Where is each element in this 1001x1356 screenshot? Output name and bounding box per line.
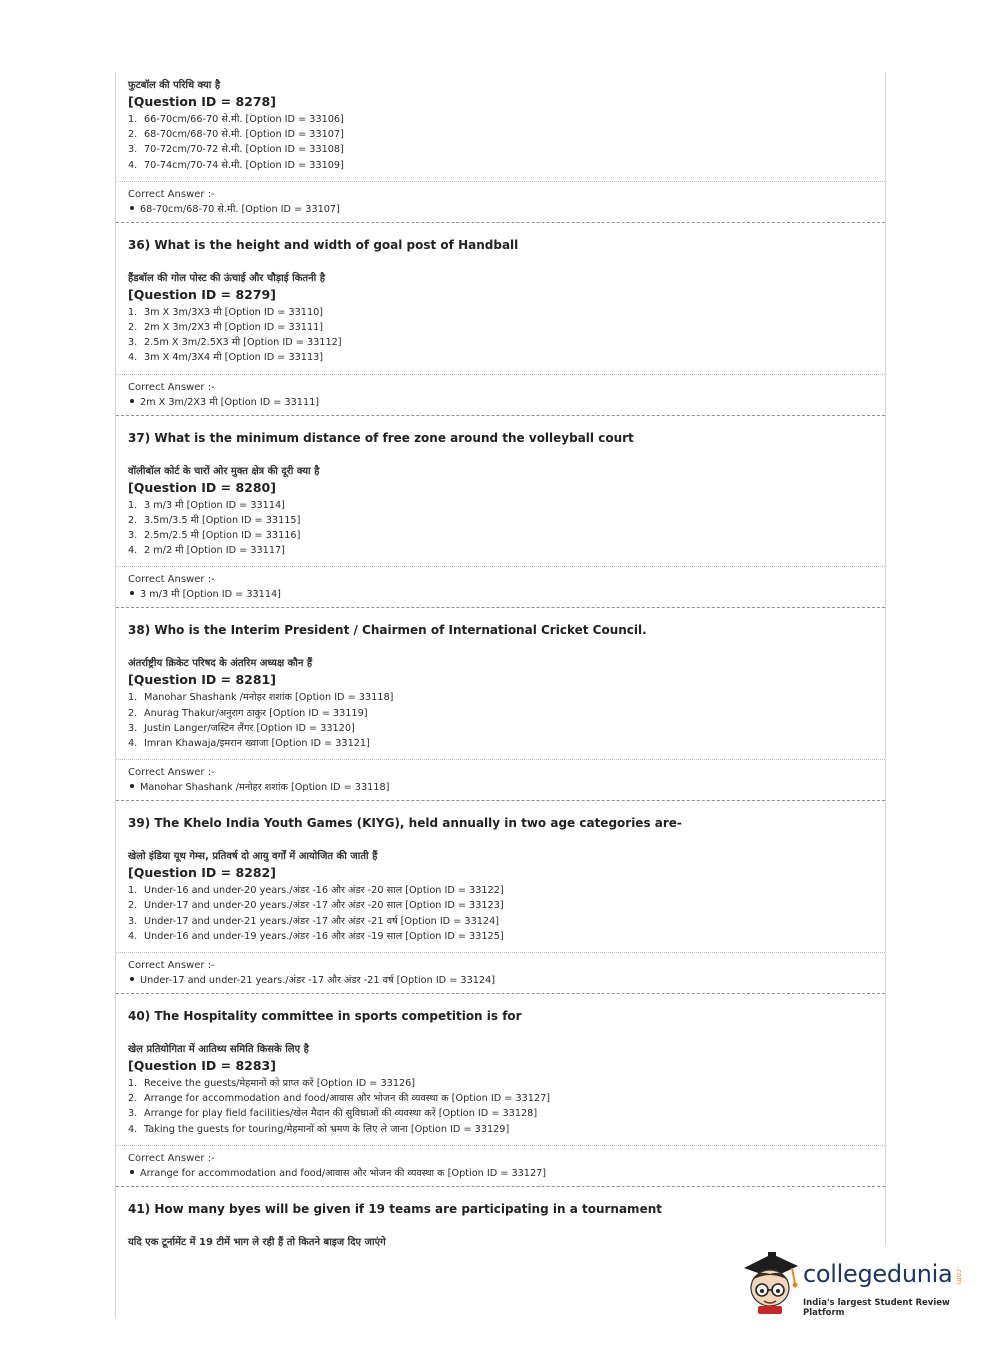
option: 1. Receive the guests/मेहमानों को प्राप्त करें [Option ID = 33126] — [128, 1078, 416, 1090]
option: 2. Anurag Thakur/अनुराग ठाकुर [Option ID = 33119] — [128, 707, 368, 719]
option: 1. 3 m/3 मी [Option ID = 33114] — [128, 499, 285, 511]
question-id: [Question ID = 8280] — [128, 479, 276, 495]
question-hindi: खेलो इंडिया यूथ गेम्स, प्रतिवर्ष दो आयु वर्गों में आयोजित की जाती हैं — [128, 851, 378, 863]
correct-answer-label: Correct Answer :- — [128, 767, 215, 779]
question-title: 36) What is the height and width of goal post of Handball — [128, 237, 519, 252]
question-hindi: फुटबॉल की परिधि क्या है — [128, 80, 221, 91]
correct-answer-section — [116, 182, 885, 222]
question-hindi: हैंडबॉल की गोल पोस्ट की ऊंचाई और चौड़ाई कितनी है — [128, 272, 326, 284]
question-40 — [116, 994, 885, 1187]
correct-answer: Arrange for accommodation and food/आवास और भोजन की व्यवस्था क [Option ID = 33127] — [128, 1166, 873, 1186]
option: 4. 70-74cm/70-74 से.मी. [Option ID = 33109] — [128, 159, 344, 171]
bullet-icon — [130, 977, 134, 981]
bullet-icon — [130, 784, 134, 788]
option: 1. Manohar Shashank /मनोहर शशांक [Option ID = 33118] — [128, 692, 394, 704]
option: 1. 66-70cm/66-70 से.मी. [Option ID = 33106] — [128, 114, 344, 125]
correct-answer: 3 m/3 मी [Option ID = 33114] — [128, 587, 873, 607]
option: 4. Under-16 and under-19 years./अंडर -16 और अंडर -19 साल [Option ID = 33125] — [128, 930, 504, 942]
bullet-icon — [130, 399, 134, 403]
correct-answer: 68-70cm/68-70 से.मी. [Option ID = 33107] — [128, 202, 873, 222]
correct-answer-label: Correct Answer :- — [128, 960, 215, 972]
question-title: 38) Who is the Interim President / Chairmen of International Cricket Council. — [128, 623, 647, 638]
question-id: [Question ID = 8279] — [128, 286, 276, 302]
question-id: [Question ID = 8281] — [128, 672, 276, 688]
question-id: [Question ID = 8283] — [128, 1058, 276, 1074]
brand-suffix: .com — [955, 1267, 963, 1285]
correct-answer-label: Correct Answer :- — [128, 188, 215, 200]
question-title: 37) What is the minimum distance of free zone around the volleyball court — [128, 430, 634, 445]
question-id: [Question ID = 8282] — [128, 865, 276, 881]
bullet-icon — [130, 1170, 134, 1174]
option: 3. Under-17 and under-21 years./अंडर -17 और अंडर -21 वर्ष [Option ID = 33124] — [128, 915, 500, 927]
bullet-icon — [130, 206, 134, 210]
correct-answer: 2m X 3m/2X3 मी [Option ID = 33111] — [128, 395, 873, 415]
brand-name: collegedunia — [803, 1260, 953, 1288]
question-hindi: यदि एक टूर्नामेंट में 19 टीमें भाग ले रही हैं तो कितने बाइज दिए जाएंगे — [128, 1236, 386, 1248]
option: 3. Arrange for play field facilities/खेल मैदान की सुविधाओं की व्यवस्था करें [Option ID = 33128] — [128, 1108, 538, 1120]
correct-answer-label: Correct Answer :- — [128, 1152, 215, 1164]
option: 4. 2 m/2 मी [Option ID = 33117] — [128, 545, 285, 557]
question-title: 39) The Khelo India Youth Games (KIYG), held annually in two age categories are- — [128, 816, 682, 831]
option: 3. 2.5m X 3m/2.5X3 मी [Option ID = 33112] — [128, 337, 342, 349]
question-hindi: अंतर्राष्ट्रीय क्रिकेट परिषद के अंतरिम अध्यक्ष कौन हैं — [128, 658, 313, 670]
option: 2. Arrange for accommodation and food/आवास और भोजन की व्यवस्था क [Option ID = 33127] — [128, 1093, 551, 1105]
correct-answer-section — [116, 953, 885, 993]
question-hindi: खेल प्रतियोगिता में आतिथ्य समिति किसके लिए है — [128, 1044, 309, 1056]
option: 2. Under-17 and under-20 years./अंडर -17 और अंडर -20 साल [Option ID = 33123] — [128, 900, 504, 912]
question-paper — [115, 72, 886, 1318]
correct-answer-section — [116, 567, 885, 607]
question-title: 41) How many byes will be given if 19 teams are participating in a tournament — [128, 1201, 662, 1216]
correct-answer-label: Correct Answer :- — [128, 574, 215, 586]
option: 1. 3m X 3m/3X3 मी [Option ID = 33110] — [128, 306, 324, 318]
option: 2. 68-70cm/68-70 से.मी. [Option ID = 33107] — [128, 129, 344, 141]
option: 2. 3.5m/3.5 मी [Option ID = 33115] — [128, 514, 301, 526]
collegedunia-watermark — [740, 1246, 980, 1318]
correct-answer: Under-17 and under-21 years./अंडर -17 और अंडर -21 वर्ष [Option ID = 33124] — [128, 973, 873, 993]
question-hindi: वॉलीबॉल कोर्ट के चारों ओर मुक्त क्षेत्र की दूरी क्या है — [128, 465, 320, 477]
option: 3. 2.5m/2.5 मी [Option ID = 33116] — [128, 530, 301, 542]
correct-answer-section — [116, 375, 885, 415]
correct-answer-section — [116, 760, 885, 800]
question-35-continued — [116, 72, 885, 173]
option: 4. Imran Khawaja/इमरान ख्वाजा [Option ID = 33121] — [128, 738, 370, 750]
option: 4. 3m X 4m/3X4 मी [Option ID = 33113] — [128, 352, 324, 364]
correct-answer-label: Correct Answer :- — [128, 381, 215, 393]
option: 3. 70-72cm/70-72 से.मी. [Option ID = 33108] — [128, 144, 344, 156]
question-37 — [116, 416, 885, 609]
option: 1. Under-16 and under-20 years./अंडर -16 और अंडर -20 साल [Option ID = 33122] — [128, 885, 504, 897]
correct-answer-section — [116, 1146, 885, 1186]
question-36 — [116, 223, 885, 416]
question-41 — [116, 1187, 885, 1250]
question-id: [Question ID = 8278] — [128, 94, 276, 109]
bullet-icon — [130, 591, 134, 595]
question-title: 40) The Hospitality committee in sports competition is for — [128, 1009, 522, 1024]
brand-tagline: India's largest Student Review Platform — [803, 1298, 950, 1318]
question-39 — [116, 801, 885, 994]
question-38 — [116, 608, 885, 801]
option: 4. Taking the guests for touring/मेहमानों को भ्रमण के लिए ले जाना [Option ID = 33129] — [128, 1123, 510, 1135]
correct-answer: Manohar Shashank /मनोहर शशांक [Option ID = 33118] — [128, 780, 873, 800]
option: 2. 2m X 3m/2X3 मी [Option ID = 33111] — [128, 322, 324, 334]
option: 3. Justin Langer/जस्टिन लैंगर [Option ID = 33120] — [128, 722, 355, 734]
mascot-logo-icon — [740, 1248, 802, 1314]
